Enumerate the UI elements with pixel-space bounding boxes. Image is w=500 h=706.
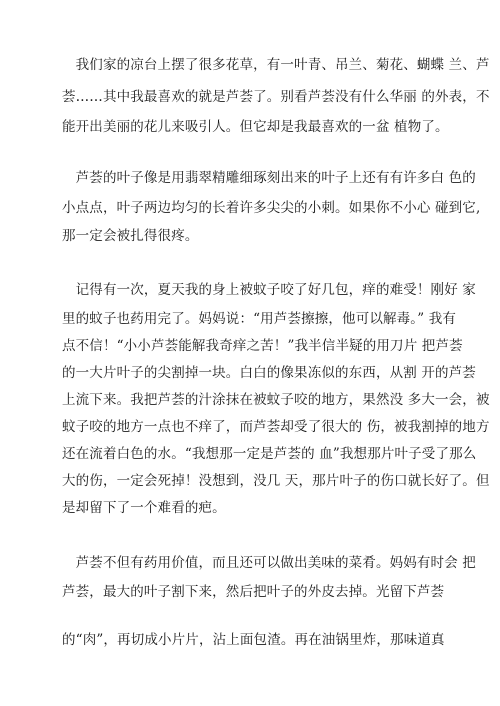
text-line: 芦荟的叶子像是用翡翠精雕细琢刻出来的叶子上还有有许多白 色的: [62, 170, 476, 186]
text-line: 里的蚊子也药用完了。妈妈说：“用芦荟擦擦，他可以解毒。” 我有: [62, 311, 456, 327]
text-line: 大的伤，一定会死掉！没想到，没几 天，那片叶子的伤口就长好了。但: [62, 473, 490, 489]
text-line: 是却留下了一个难看的疤。: [62, 500, 226, 516]
text-line: 荟……其中我最喜欢的就是芦荟了。别看芦荟没有什么华丽 的外表，不: [62, 89, 490, 105]
text-line: 能开出美丽的花儿来吸引人。但它却是我最喜欢的一盆 植物了。: [62, 119, 449, 135]
text-line: 蚊子咬的地方一点也不痒了，而芦荟却受了很大的 伤，被我割掉的地方: [62, 419, 490, 435]
text-line: 记得有一次，夏天我的身上被蚊子咬了好几包，痒的难受！刚好 家: [62, 282, 476, 298]
text-line: 点不信！“小小芦荟能解我奇痒之苦！”我半信半疑的用刀片 把芦荟: [62, 338, 463, 354]
text-line: 还在流着白色的水。“我想那一定是芦荟的 血”我想那片叶子受了那么: [62, 446, 477, 462]
text-line: 那一定会被扎得很疼。: [62, 228, 199, 244]
text-line: 上流下来。我把芦荟的汁涂抹在被蚊子咬的地方，果然没 多大一会，被: [62, 392, 490, 408]
text-line: 的“肉”，再切成小片片，沾上面包渣。再在油锅里炸，那味道真: [62, 632, 445, 648]
text-line: 芦荟，最大的叶子割下来，然后把叶子的外皮去掉。光留下芦荟: [62, 584, 445, 600]
text-line: 芦荟不但有药用价值，而且还可以做出美味的菜肴。妈妈有时会 把: [62, 555, 476, 571]
text-line: 的一大片叶子的尖割掉一块。白白的像果冻似的东西，从割 开的芦荟: [62, 365, 476, 381]
text-line: 小点点，叶子两边均匀的长着许多尖尖的小刺。如果你不小心 碰到它,: [62, 200, 481, 216]
text-line: 我们家的凉台上摆了很多花草，有一叶青、吊兰、菊花、蝴蝶 兰、芦: [62, 57, 490, 73]
